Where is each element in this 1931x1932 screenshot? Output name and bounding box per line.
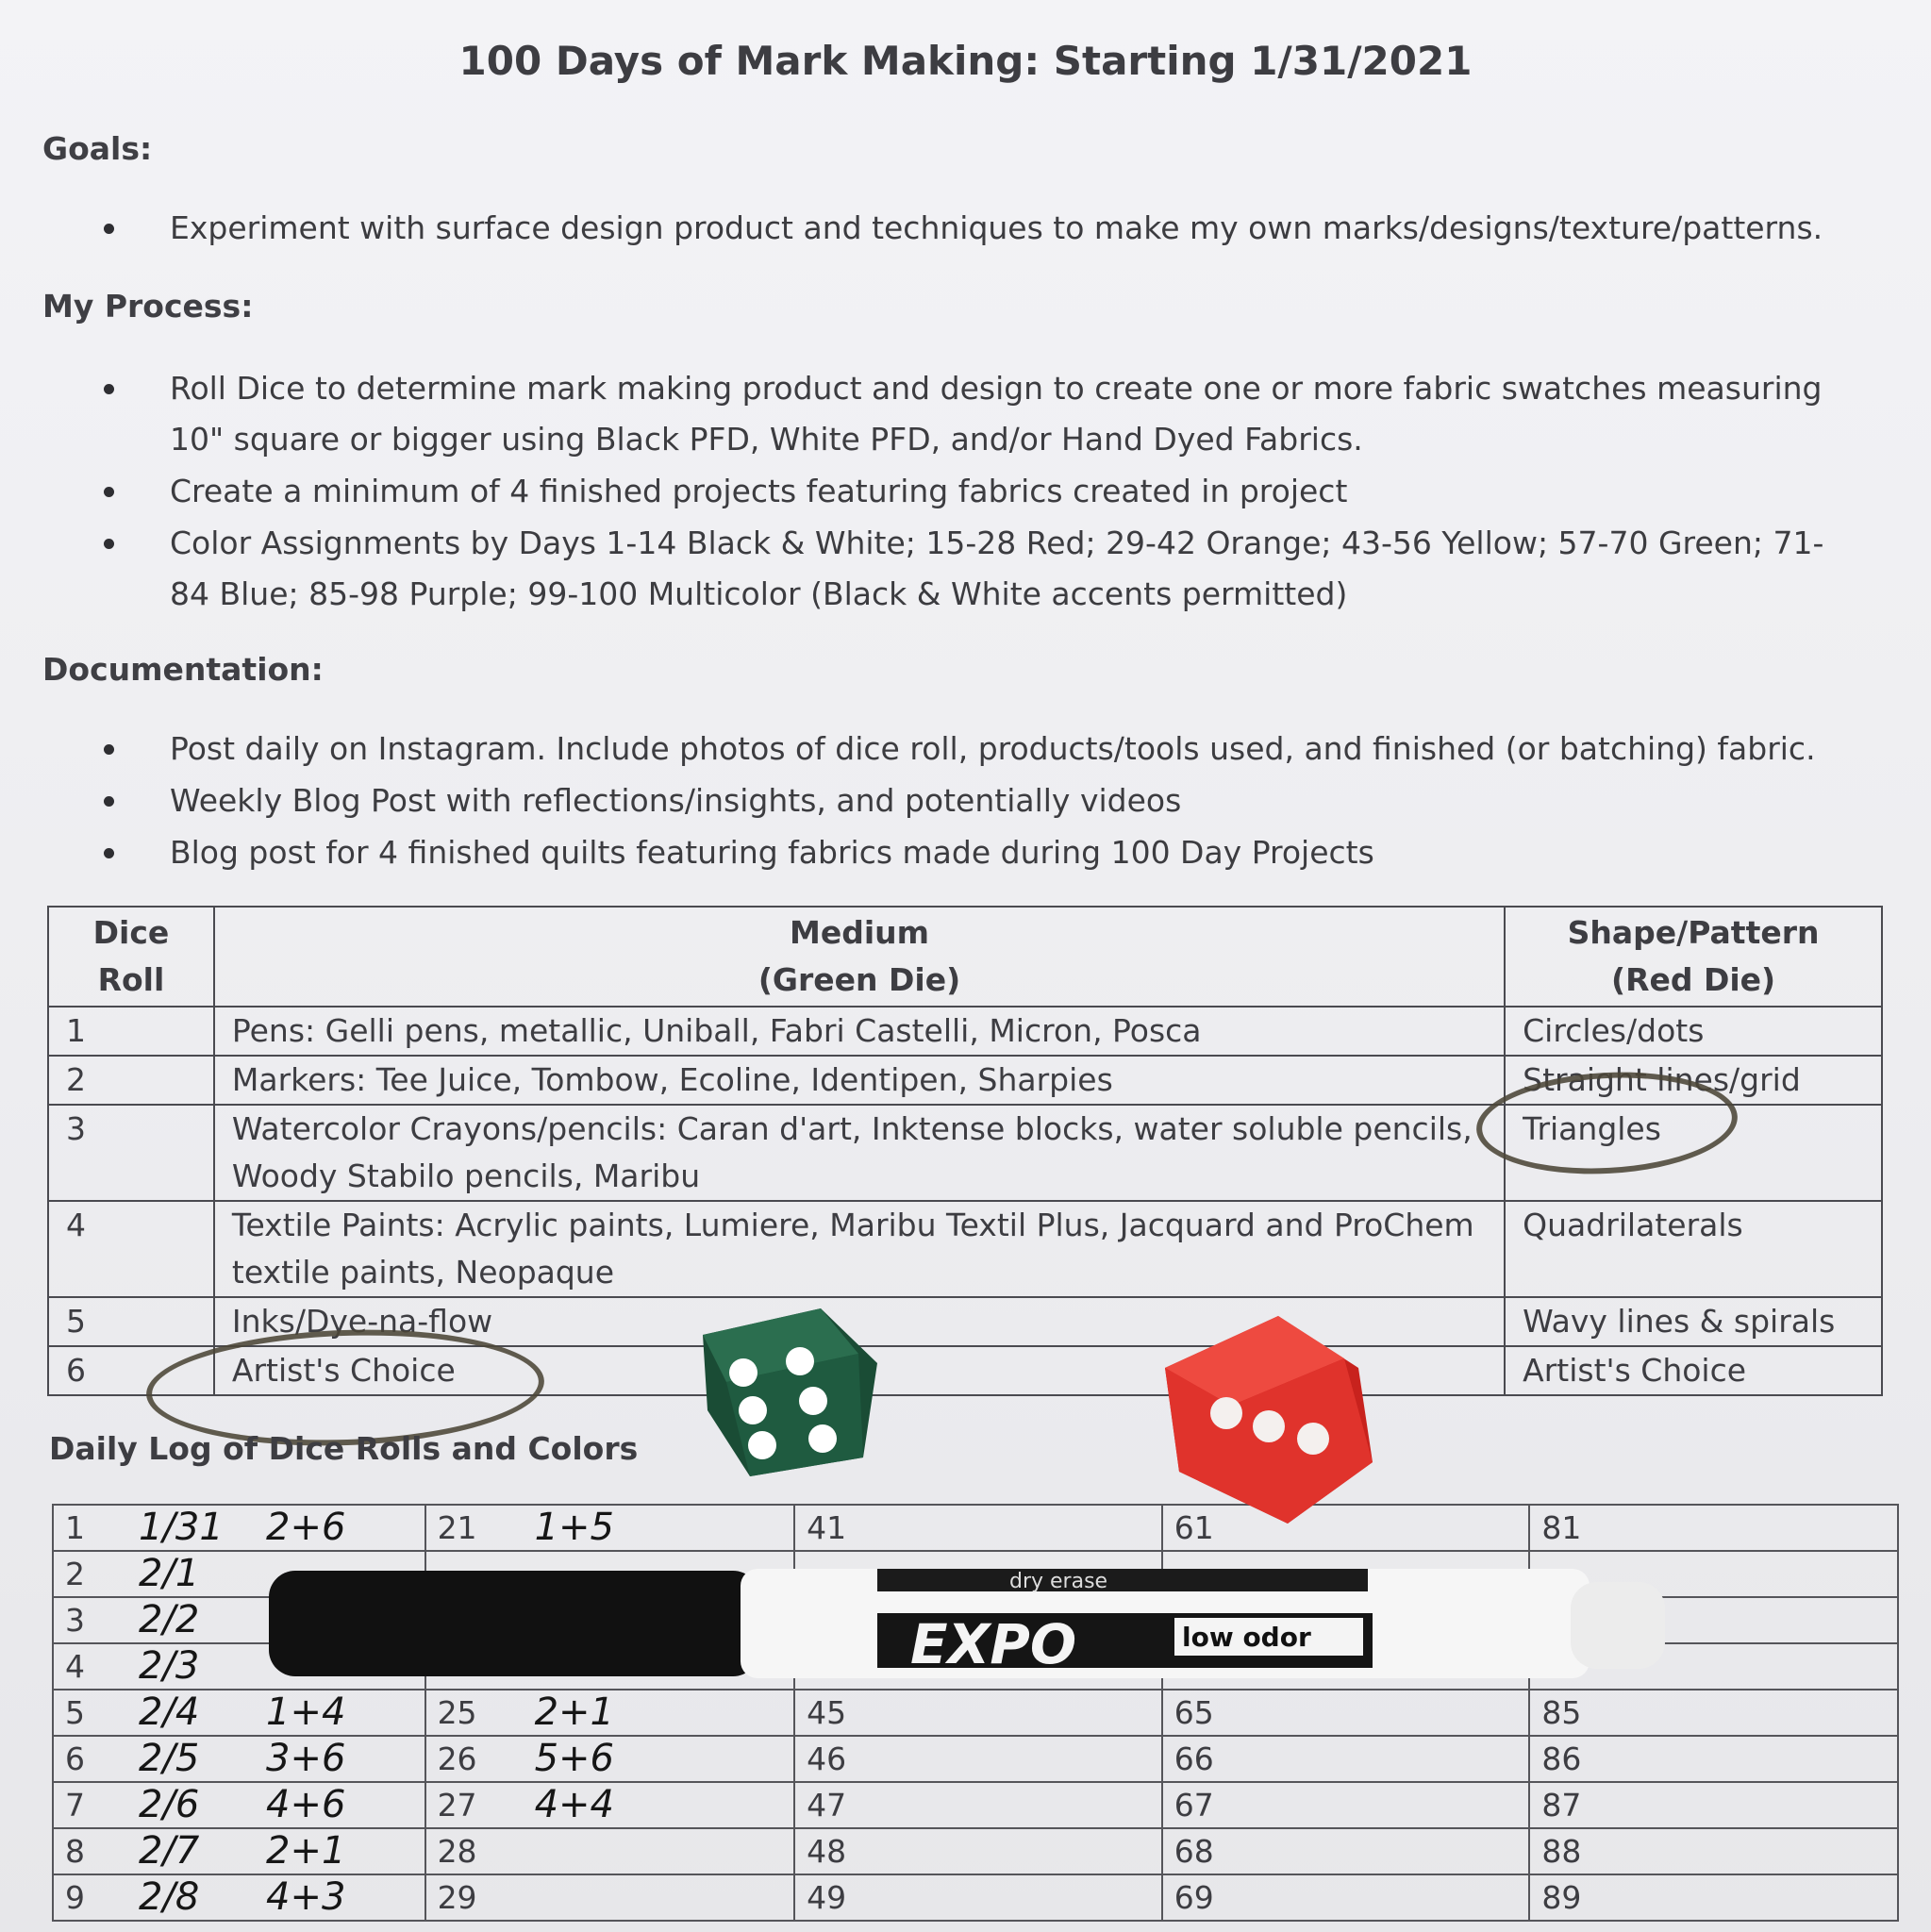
day-number: 29: [437, 1879, 477, 1916]
header-shape: Shape/Pattern (Red Die): [1505, 907, 1882, 1007]
log-cell: 88: [1529, 1828, 1898, 1874]
shape-cell: Wavy lines & spirals: [1505, 1297, 1882, 1346]
log-cell: 87: [1529, 1782, 1898, 1828]
handwritten-roll: 2+1: [266, 1829, 346, 1873]
day-number: 25: [437, 1694, 477, 1731]
log-cell: 68: [1162, 1828, 1530, 1874]
day-number: 8: [65, 1833, 85, 1870]
roll-cell: 5: [48, 1297, 214, 1346]
log-cell: 47: [794, 1782, 1162, 1828]
shape-cell: Circles/dots: [1505, 1007, 1882, 1056]
log-cell: [53, 1505, 425, 1551]
day-number: 7: [65, 1787, 85, 1824]
log-cell: 61: [1162, 1505, 1530, 1551]
documentation-item: Weekly Blog Post with reflections/insights, and potentially videos: [104, 775, 1856, 826]
process-item: Roll Dice to determine mark making product and design to create one or more fabric swatches measuring 10" square or bigger using Black PFD, White PFD, and/or Hand Dyed Fabrics.: [104, 363, 1856, 465]
medium-cell: Pens: Gelli pens, metallic, Uniball, Fabri Castelli, Micron, Posca: [214, 1007, 1505, 1056]
day-number: 4: [65, 1648, 85, 1685]
roll-cell: 4: [48, 1201, 214, 1297]
handwritten-roll: 3+6: [266, 1737, 346, 1780]
medium-cell: Inks/Dye-na-flow: [214, 1297, 1505, 1346]
log-cell: [53, 1690, 425, 1736]
process-list: [104, 363, 1856, 621]
handwritten-date: 1/31: [139, 1506, 224, 1549]
log-cell: 46: [794, 1736, 1162, 1782]
log-cell: [53, 1874, 425, 1921]
log-cell: [425, 1782, 795, 1828]
day-number: 1: [65, 1509, 85, 1546]
header-dice-roll: Dice Roll: [48, 907, 214, 1007]
log-row: [53, 1690, 1898, 1736]
green-die-icon: [698, 1297, 887, 1481]
log-cell: 85: [1529, 1690, 1898, 1736]
marker-low-odor-text: low odor: [1182, 1622, 1311, 1653]
day-number: 9: [65, 1879, 85, 1916]
log-cell: [53, 1782, 425, 1828]
day-number: 6: [65, 1740, 85, 1777]
process-item: Create a minimum of 4 finished projects featuring fabrics created in project: [104, 466, 1856, 517]
marker-dry-erase-text: dry erase: [1009, 1570, 1108, 1593]
log-cell: 69: [1162, 1874, 1530, 1921]
log-cell: [53, 1736, 425, 1782]
log-row: [53, 1736, 1898, 1782]
day-number: 2: [65, 1556, 85, 1592]
log-cell: [425, 1828, 795, 1874]
handwritten-roll: 1+5: [534, 1506, 614, 1549]
log-row: [53, 1874, 1898, 1921]
red-die-icon: [1156, 1311, 1382, 1528]
handwritten-date: 2/1: [139, 1552, 200, 1595]
goals-list: [104, 203, 1856, 255]
page-title: 100 Days of Mark Making: Starting 1/31/2021: [458, 38, 1473, 84]
handwritten-date: 2/7: [139, 1829, 200, 1873]
process-item: Color Assignments by Days 1-14 Black & White; 15-28 Red; 29-42 Orange; 43-56 Yellow; 57-70 Green; 71-84 Blue; 85-98 Purple; 99-100 Multicolor (Black & White accents permitted): [104, 518, 1856, 620]
log-cell: [425, 1505, 795, 1551]
log-cell: 89: [1529, 1874, 1898, 1921]
expo-marker-icon: [269, 1561, 1684, 1684]
header-medium: Medium (Green Die): [214, 907, 1505, 1007]
marker-brand-text: EXPO: [910, 1612, 1077, 1676]
log-cell: [425, 1690, 795, 1736]
documentation-item: Post daily on Instagram. Include photos of dice roll, products/tools used, and finished (or batching) fabric.: [104, 724, 1856, 774]
day-number: 5: [65, 1694, 85, 1731]
log-cell: 65: [1162, 1690, 1530, 1736]
log-cell: 48: [794, 1828, 1162, 1874]
handwritten-roll: 2+1: [534, 1690, 614, 1734]
handwritten-date: 2/4: [139, 1690, 200, 1734]
roll-cell: 1: [48, 1007, 214, 1056]
handwritten-roll: 2+6: [266, 1506, 346, 1549]
medium-cell: Artist's Choice: [214, 1346, 1505, 1395]
handwritten-roll: 1+4: [266, 1690, 346, 1734]
handwritten-date: 2/3: [139, 1644, 200, 1688]
handwritten-date: 2/5: [139, 1737, 200, 1780]
goals-heading: Goals:: [42, 130, 153, 167]
log-cell: 41: [794, 1505, 1162, 1551]
roll-cell: 2: [48, 1056, 214, 1105]
day-number: 3: [65, 1602, 85, 1639]
roll-cell: 6: [48, 1346, 214, 1395]
table-row: [48, 1007, 1882, 1056]
table-row: [48, 1201, 1882, 1297]
goal-item: Experiment with surface design product and techniques to make my own marks/designs/texture/patterns.: [104, 203, 1856, 254]
log-row: [53, 1505, 1898, 1551]
dice-table-header: [48, 907, 1882, 1007]
shape-cell: Triangles: [1505, 1105, 1882, 1201]
day-number: 27: [437, 1787, 477, 1824]
handwritten-roll: 4+4: [534, 1783, 614, 1826]
day-number: 21: [437, 1509, 477, 1546]
log-title: Daily Log of Dice Rolls and Colors: [49, 1430, 639, 1467]
medium-cell: Markers: Tee Juice, Tombow, Ecoline, Identipen, Sharpies: [214, 1056, 1505, 1105]
log-row: [53, 1782, 1898, 1828]
medium-cell: Watercolor Crayons/pencils: Caran d'art, Inktense blocks, water soluble pencils, Woody Stabilo pencils, Maribu: [214, 1105, 1505, 1201]
handwritten-date: 2/6: [139, 1783, 200, 1826]
log-cell: 49: [794, 1874, 1162, 1921]
shape-cell: Artist's Choice: [1505, 1346, 1882, 1395]
log-cell: 66: [1162, 1736, 1530, 1782]
log-cell: [425, 1736, 795, 1782]
shape-cell: Quadrilaterals: [1505, 1201, 1882, 1297]
log-cell: [425, 1874, 795, 1921]
day-number: 26: [437, 1740, 477, 1777]
log-cell: 67: [1162, 1782, 1530, 1828]
handwritten-date: 2/8: [139, 1875, 200, 1919]
handwritten-roll: 5+6: [534, 1737, 614, 1780]
log-cell: 86: [1529, 1736, 1898, 1782]
medium-cell: Textile Paints: Acrylic paints, Lumiere, Maribu Textil Plus, Jacquard and ProChem textile paints, Neopaque: [214, 1201, 1505, 1297]
handwritten-date: 2/2: [139, 1598, 200, 1641]
log-row: [53, 1828, 1898, 1874]
log-cell: [53, 1828, 425, 1874]
roll-cell: 3: [48, 1105, 214, 1201]
log-cell: 81: [1529, 1505, 1898, 1551]
shape-cell: Straight lines/grid: [1505, 1056, 1882, 1105]
documentation-heading: Documentation:: [42, 651, 324, 688]
documentation-list: [104, 724, 1856, 879]
handwritten-roll: 4+6: [266, 1783, 346, 1826]
day-number: 28: [437, 1833, 477, 1870]
process-heading: My Process:: [42, 288, 254, 325]
handwritten-roll: 4+3: [266, 1875, 346, 1919]
documentation-item: Blog post for 4 finished quilts featuring fabrics made during 100 Day Projects: [104, 827, 1856, 878]
log-cell: 45: [794, 1690, 1162, 1736]
